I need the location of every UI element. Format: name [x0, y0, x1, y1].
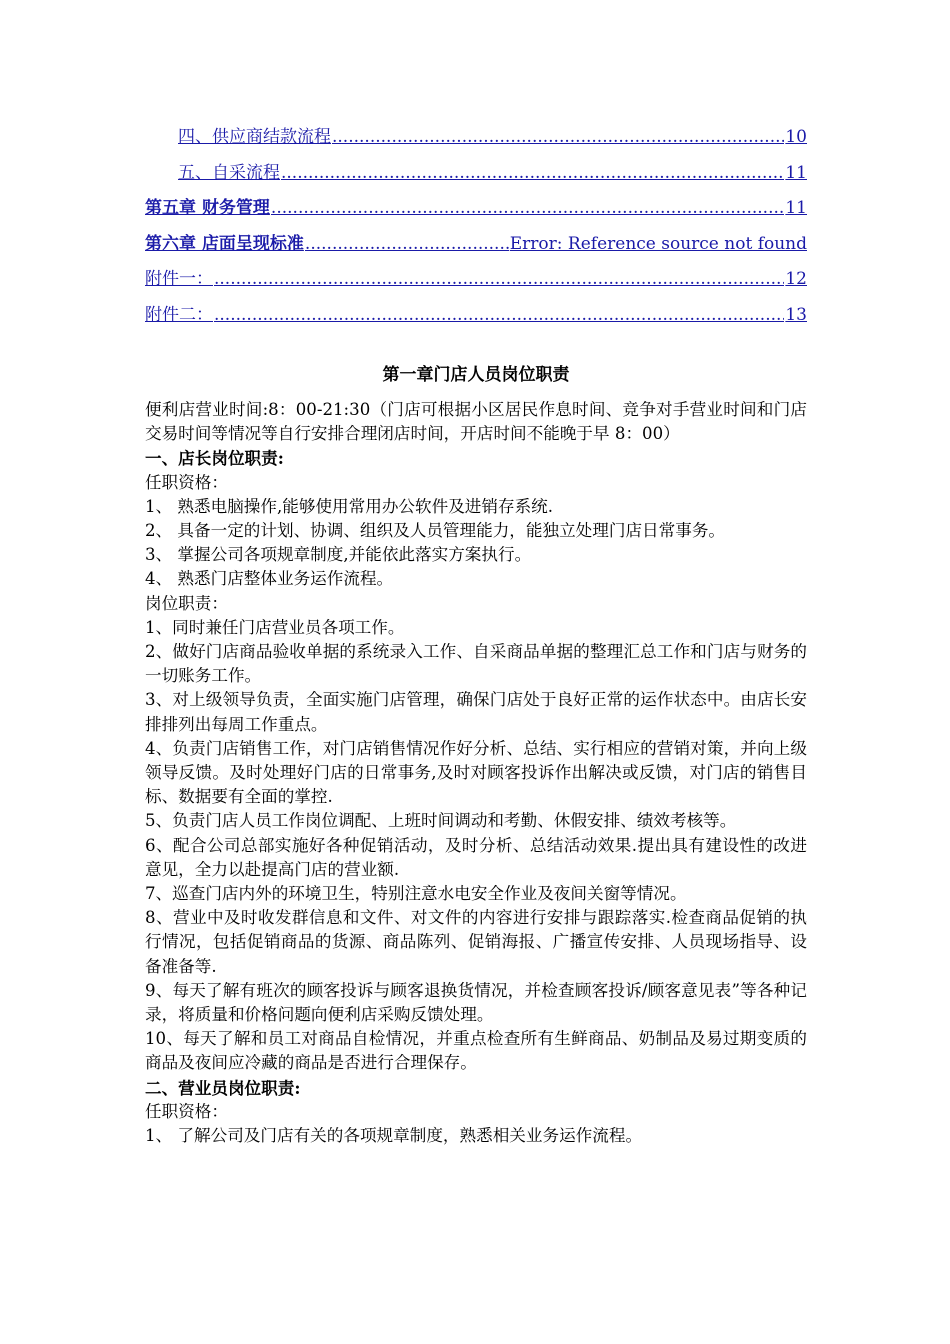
paragraph: 1、同时兼任门店营业员各项工作。: [145, 617, 405, 637]
table-of-contents: [145, 122, 807, 336]
paragraph: 2、 具备一定的计划、协调、组织及人员管理能力，能独立处理门店日常事务。: [145, 521, 726, 541]
paragraph: 任职资格：: [145, 1101, 228, 1121]
toc-entry-page: 10: [785, 127, 807, 147]
paragraph: 3、 掌握公司各项规章制度,并能依此落实方案执行。: [145, 545, 532, 565]
paragraph: 2、做好门店商品验收单据的系统录入工作、自采商品单据的整理汇总工作和门店与财务的一切账务工作。: [145, 642, 807, 686]
toc-entry-appendix-2[interactable]: [145, 300, 807, 336]
paragraph: 8、营业中及时收发群信息和文件、对文件的内容进行安排与跟踪落实.检查商品促销的执行情况，包括促销商品的货源、商品陈列、促销海报、广播宣传安排、人员现场指导、设备准备等.: [145, 908, 807, 976]
toc-entry-title: 五、自采流程: [178, 162, 280, 183]
toc-entry-page: 13: [785, 304, 807, 325]
toc-entry-title: 四、供应商结款流程: [178, 127, 331, 147]
paragraph: 5、负责门店人员工作岗位调配、上班时间调动和考勤、休假安排、绩效考核等。: [145, 811, 737, 831]
section-heading: 二、营业员岗位职责:: [145, 1077, 301, 1098]
paragraph: 4、 熟悉门店整体业务运作流程。: [145, 569, 394, 589]
paragraph: 任职资格：: [145, 472, 228, 492]
toc-leader-dots: [305, 234, 509, 254]
toc-entry-page: 11: [785, 162, 807, 183]
toc-entry-page: 12: [785, 269, 807, 290]
toc-entry-title: 第六章 店面呈现标准: [145, 233, 304, 254]
toc-entry-page: 11: [785, 198, 807, 219]
toc-entry-title: 附件二：: [145, 304, 213, 325]
toc-entry-appendix-1[interactable]: [145, 264, 807, 300]
toc-leader-dots: [271, 198, 784, 218]
paragraph: 7、巡查门店内外的环境卫生，特别注意水电安全作业及夜间关窗等情况。: [145, 884, 687, 904]
paragraph: 6、配合公司总部实施好各种促销活动，及时分析、总结活动效果.提出具有建设性的改进意见，全力以赴提高门店的营业额.: [145, 835, 807, 879]
toc-entry-supplier-settlement[interactable]: [145, 122, 807, 158]
toc-entry-title: 第五章 财务管理: [145, 198, 270, 219]
toc-leader-dots: [214, 305, 784, 325]
paragraph: 1、 熟悉电脑操作,能够使用常用办公软件及进销存系统.: [145, 496, 554, 516]
paragraph: 4、负责门店销售工作，对门店销售情况作好分析、总结、实行相应的营销对策，并向上级领导反馈。及时处理好门店的日常事务,及时对顾客投诉作出解决或反馈，对门店的销售目标、数据要有全面的掌控.: [145, 738, 807, 807]
paragraph: 10、每天了解和员工对商品自检情况，并重点检查所有生鲜商品、奶制品及易过期变质的商品及夜间应冷藏的商品是否进行合理保存。: [145, 1029, 807, 1073]
toc-leader-dots: [281, 163, 784, 183]
section-heading: 一、店长岗位职责:: [145, 448, 284, 469]
chapter-heading: 第一章门店人员岗位职责: [382, 365, 570, 385]
toc-leader-dots: [214, 269, 784, 289]
toc-entry-title: 附件一：: [145, 269, 213, 290]
toc-leader-dots: [332, 127, 784, 147]
toc-entry-chapter-5[interactable]: [145, 193, 807, 229]
toc-entry-self-purchase[interactable]: [145, 158, 807, 194]
body-content: [145, 398, 807, 1148]
paragraph: 3、对上级领导负责，全面实施门店管理，确保门店处于良好正常的运作状态中。由店长安排排列出每周工作重点。: [145, 690, 807, 734]
toc-entry-chapter-6[interactable]: [145, 229, 807, 265]
paragraph: 便利店营业时间:8：00-21:30（门店可根据小区居民作息时间、竞争对手营业时间和门店交易时间等情况等自行安排合理闭店时间，开店时间不能晚于早 8：00）: [145, 400, 807, 444]
paragraph: 9、每天了解有班次的顾客投诉与顾客退换货情况，并检查顾客投诉/顾客意见表”等各种记录，将质量和价格问题向便利店采购反馈处理。: [145, 980, 807, 1025]
paragraph: 岗位职责：: [145, 593, 228, 613]
toc-entry-page: Error: Reference source not found: [509, 233, 807, 254]
paragraph: 1、 了解公司及门店有关的各项规章制度，熟悉相关业务运作流程。: [145, 1126, 643, 1146]
